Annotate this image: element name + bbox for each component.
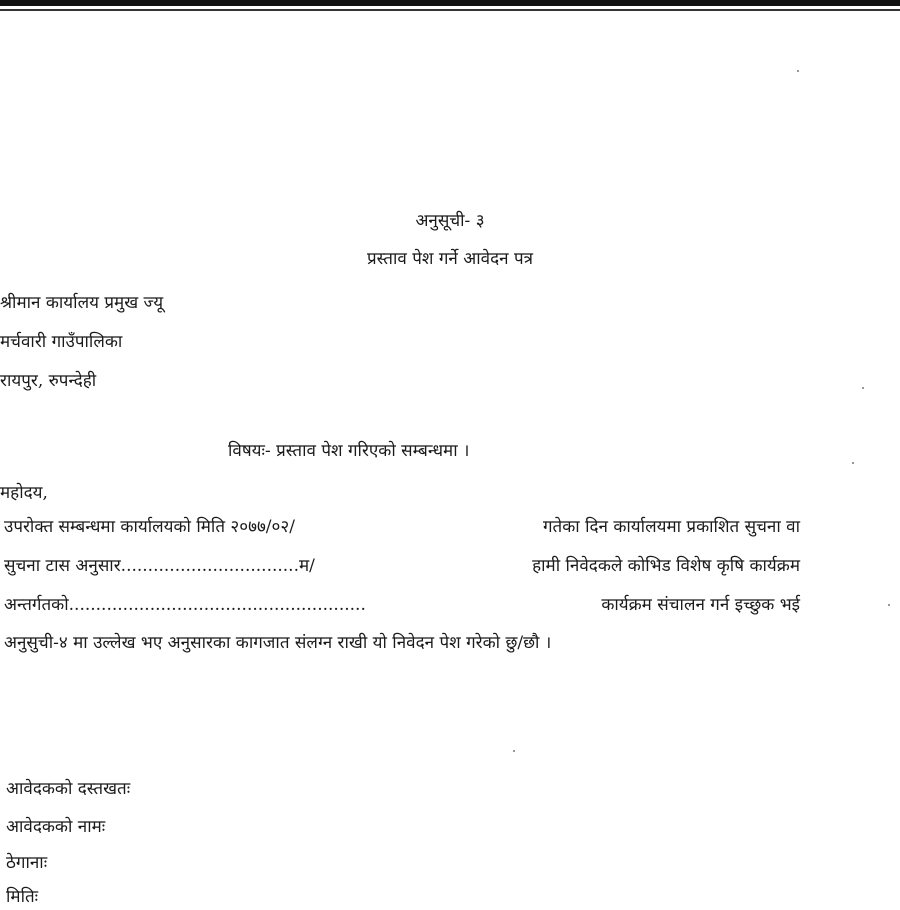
body-line-3-part-a: अन्तर्गतको.......................................................	[4, 595, 366, 615]
body-line-1-part-b: गतेका दिन कार्यालयमा प्रकाशित सुचना वा	[542, 517, 800, 537]
body-line-3-part-b: कार्यक्रम संचालन गर्न इच्छुक भई	[601, 595, 800, 615]
body-line-2-part-a: सुचना टास अनुसार.................................म/	[4, 556, 315, 576]
body-line-1	[4, 516, 800, 538]
body-line-1-part-a: उपरोक्त सम्बन्धमा कार्यालयको मिति २०७७/०२/	[4, 517, 295, 537]
subject-line: विषयः- प्रस्ताव पेश गरिएको सम्बन्धमा ।	[228, 441, 470, 461]
addressee-line-2: मर्चवारी गाउँपालिका	[0, 332, 123, 352]
body-line-2-part-b: हामी निवेदकले कोभिड विशेष कृषि कार्यक्रम	[532, 556, 800, 576]
scan-speck	[888, 604, 890, 606]
applicant-name-label: आवेदकको नामः	[6, 817, 106, 837]
scan-speck	[852, 462, 854, 464]
applicant-date-label: मितिः	[6, 887, 39, 907]
top-border	[0, 0, 900, 6]
addressee-line-1: श्रीमान कार्यालय प्रमुख ज्यू	[0, 293, 164, 313]
applicant-signature-label: आवेदकको दस्तखतः	[6, 779, 131, 799]
salutation: महोदय,	[0, 483, 48, 503]
applicant-address-label: ठेगानाः	[6, 853, 48, 873]
schedule-label: अनुसूची- ३	[415, 211, 485, 231]
scan-speck	[797, 70, 799, 72]
body-line-2	[4, 555, 800, 577]
scan-speck	[862, 387, 864, 389]
top-border-thin	[0, 9, 900, 11]
form-title: प्रस्ताव पेश गर्ने आवेदन पत्र	[367, 249, 533, 269]
scan-speck	[513, 750, 515, 752]
body-line-4: अनुसुची-४ मा उल्लेख भए अनुसारका कागजात संलग्न राखी यो निवेदन पेश गरेको छु/छौ ।	[4, 633, 552, 653]
addressee-line-3: रायपुर, रुपन्देही	[0, 371, 97, 391]
body-line-3	[4, 594, 800, 616]
